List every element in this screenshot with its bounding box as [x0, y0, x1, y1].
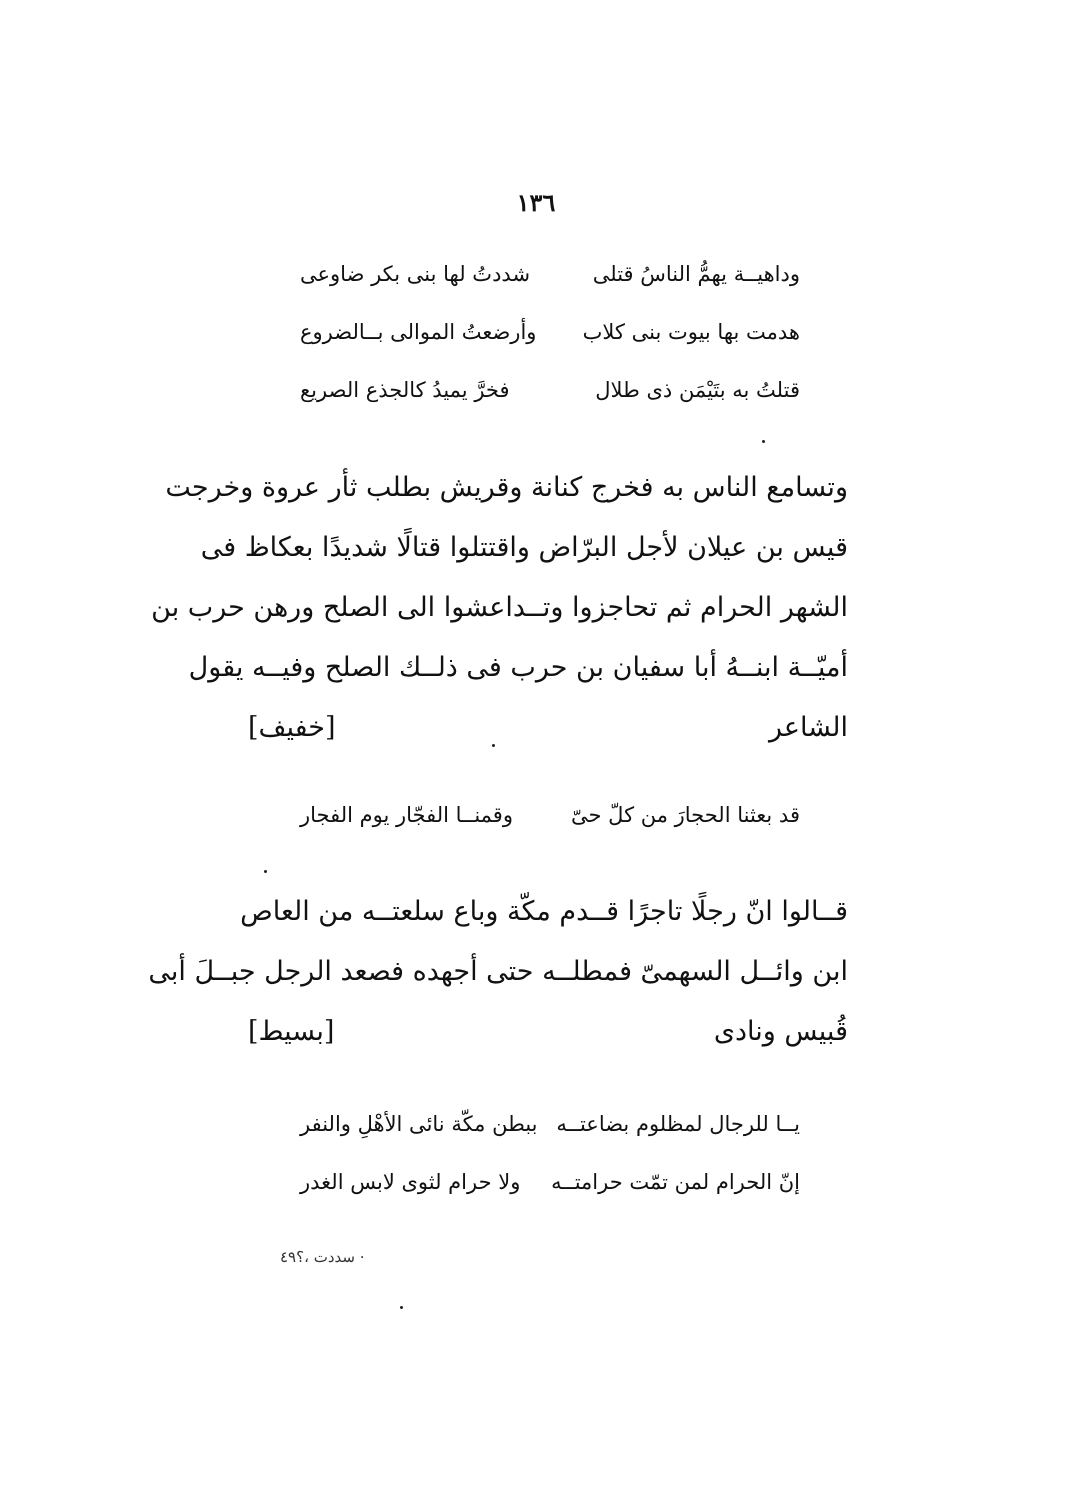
hemistich-right: يــا للرجال لمظلوم بضاعتــه	[556, 1112, 800, 1136]
meter-label: [بسيط]	[248, 1016, 335, 1047]
hemistich-left: فخرَّ يميدُ كالجذع الصريع	[300, 378, 510, 402]
hemistich-left: وأرضعتُ الموالى بــالضروع	[300, 320, 537, 344]
prose-line: قيس بن عيلان لأجل البرّاض واقتتلوا قتالًا شديدًا بعكاظ فى	[200, 532, 848, 563]
ink-dot	[400, 1306, 403, 1309]
verse-line	[300, 262, 800, 286]
hemistich-left: ببطن مكّة نائى الأهْلِ والنفر	[300, 1112, 538, 1136]
prose-last-line-text: الشاعر	[768, 712, 848, 743]
prose-last-line	[248, 698, 848, 758]
prose-line: أميّــة ابنــهُ أبا سفيان بن حرب فى ذلــك الصلح وفيــه يقول	[188, 652, 848, 683]
meter-label: [خفيف]	[248, 712, 336, 743]
page-number: ١٣٦	[516, 188, 556, 217]
prose-paragraph	[151, 458, 848, 758]
hemistich-left: شددتُ لها بنى بكر ضاوعى	[300, 262, 531, 286]
verse-line	[300, 320, 800, 344]
prose-line: قــالوا انّ رجلًا تاجرًا قــدم مكّة وباع سلعتــه من العاص	[240, 896, 848, 927]
hemistich-left: وقمنــا الفجّار يوم الفجار	[300, 803, 513, 827]
verse-line	[300, 1170, 800, 1194]
footnote: · سددت ،؟٤٩	[280, 1248, 365, 1266]
hemistich-right: قد بعثنا الحجارَ من كلّ حىّ	[571, 803, 800, 827]
prose-paragraph	[148, 882, 848, 1062]
prose-line: وتسامع الناس به فخرج كنانة وقريش بطلب ثأر عروة وخرجت	[165, 472, 848, 503]
prose-last-line-text: قُبيس ونادى	[713, 1016, 848, 1047]
hemistich-left: ولا حرام لثوى لابس الغدر	[300, 1170, 521, 1194]
ink-dot	[762, 440, 765, 443]
verse-line	[300, 1112, 800, 1136]
hemistich-right: هدمت بها بيوت بنى كلاب	[582, 320, 800, 344]
prose-last-line	[248, 1002, 848, 1062]
prose-line: الشهر الحرام ثم تحاجزوا وتــداعشوا الى الصلح ورهن حرب بن	[151, 592, 848, 623]
hemistich-right: قتلتُ به بتَيْمَن ذى طلال	[595, 378, 800, 402]
ink-dot	[492, 744, 495, 747]
ink-dot	[264, 870, 267, 873]
prose-line: ابن وائــل السهمىّ فمطلــه حتى أجهده فصعد الرجل جبــلَ أبى	[148, 956, 848, 987]
verse-line	[300, 803, 800, 827]
verse-line	[300, 378, 800, 402]
hemistich-right: إنّ الحرام لمن تمّت حرامتــه	[551, 1170, 800, 1194]
hemistich-right: وداهيــة يهمُّ الناسُ قتلى	[592, 262, 800, 286]
